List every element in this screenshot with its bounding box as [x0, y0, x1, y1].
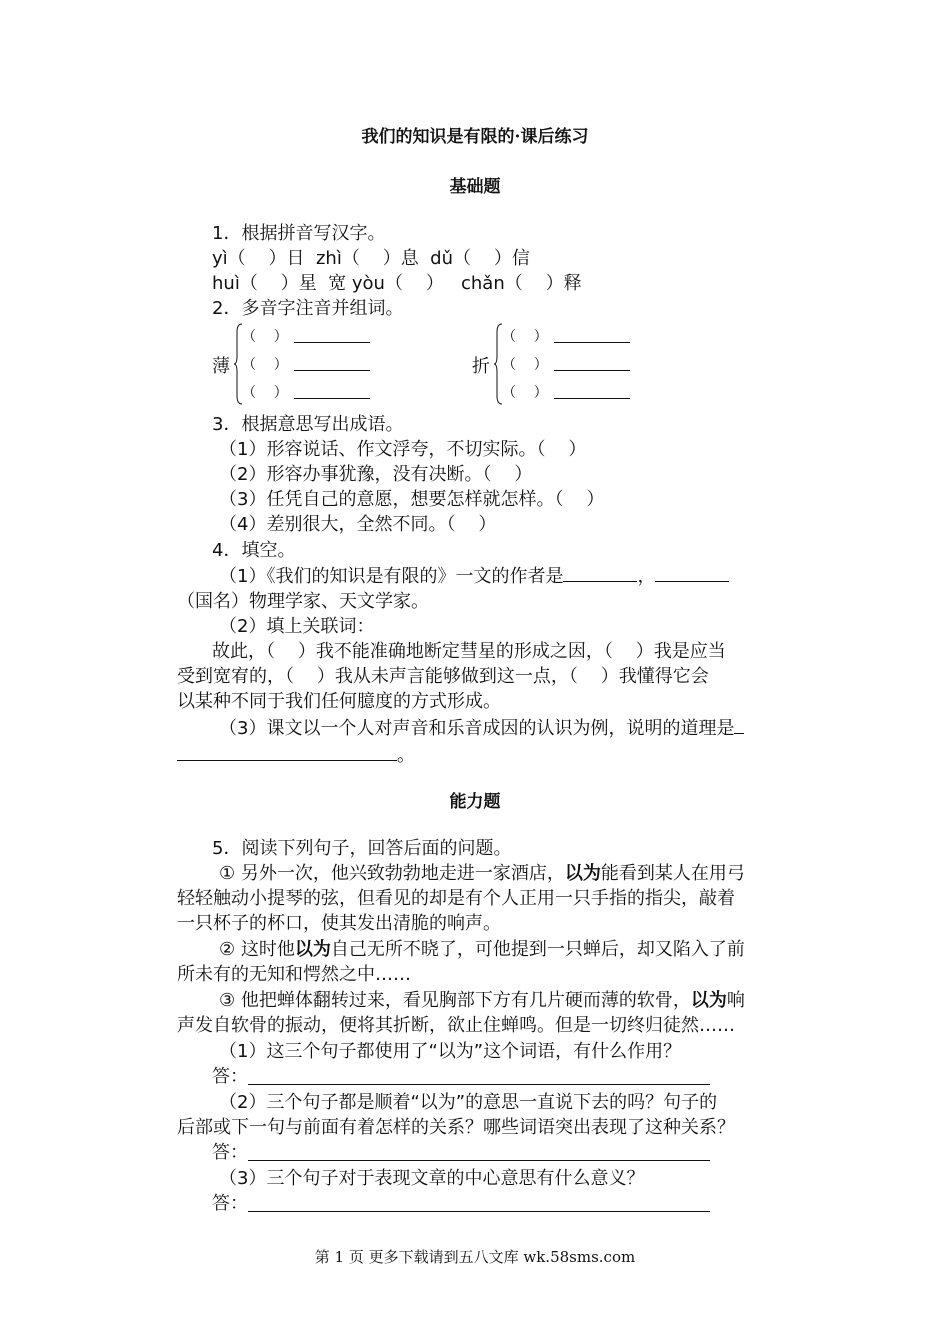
- pinyin-blank-row[interactable]: （ ）: [502, 326, 548, 346]
- q3-item: （2）形容办事犹豫，没有决断。（ ）: [219, 464, 533, 485]
- q1-row-1: yì（ ）日 zhì（ ）息 dǔ（ ）信: [212, 248, 530, 269]
- q1-heading: 1．根据拼音写汉字。: [212, 223, 386, 244]
- q5-sub-question-2-line1: （2）三个句子都是顺着“以为”的意思一直说下去的吗？句子的: [219, 1092, 718, 1113]
- polyphone-char: 折: [472, 356, 490, 377]
- sentence-2-line2: 所未有的无知和愕然之中……: [177, 964, 411, 985]
- pinyin-blank-row[interactable]: （ ）: [242, 354, 288, 374]
- q4-part1-line2: （国名）物理学家、天文学家。: [177, 591, 429, 612]
- q5-sub-question-1: （1）这三个句子都使用了“以为”这个词语，有什么作用？: [219, 1041, 682, 1062]
- q5-sub-question-3: （3）三个句子对于表现文章的中心意思有什么意义？: [219, 1168, 645, 1189]
- fill-blank[interactable]: [563, 580, 637, 582]
- section-heading-basic: 基础题: [449, 177, 501, 197]
- answer-label: 答：: [212, 1193, 248, 1214]
- q4-part2-line2: 受到宽宥的，（ ）我从未声言能够做到这一点，（ ）我懂得它会: [177, 666, 709, 687]
- polyphone-group-1: [212, 322, 452, 406]
- answer-label: 答：: [212, 1066, 248, 1087]
- q2-heading: 2．多音字注音并组词。: [212, 298, 404, 319]
- q3-item: （3）任凭自己的意愿，想要怎样就怎样。（ ）: [219, 489, 605, 510]
- q4-part2-line3: 以某种不同于我们任何臆度的方式形成。: [177, 691, 501, 712]
- fill-blank[interactable]: [177, 759, 397, 761]
- q5-heading: 5．阅读下列句子，回答后面的问题。: [212, 838, 512, 859]
- sentence-3-line2: 声发自软骨的振动，便将其折断，欲止住蝉鸣。但是一切终归徒然……: [177, 1015, 735, 1036]
- q4-part3-line1: （3）课文以一个人对声音和乐音成因的认识为例，说明的道理是: [219, 716, 744, 741]
- pinyin-blank-row[interactable]: （ ）: [502, 382, 548, 402]
- fill-blank[interactable]: [655, 580, 729, 582]
- q4-part2-line1: 故此，（ ）我不能准确地断定彗星的形成之因，（ ）我是应当: [212, 641, 726, 662]
- sentence-1-line2: 轻轻触动小提琴的弦，但看见的却是有个人正用一只手指的指尖，敲着: [177, 888, 735, 909]
- q3-item: （1）形容说话、作文浮夸，不切实际。（ ）: [219, 439, 587, 460]
- page-footer: 第 1 页 更多下载请到五八文库 wk.58sms.com: [314, 1248, 636, 1266]
- pinyin-blank-row[interactable]: （ ）: [242, 326, 288, 346]
- q3-item: （4）差别很大，全然不同。（ ）: [219, 514, 497, 535]
- q4-part2-heading: （2）填上关联词：: [219, 616, 375, 637]
- sentence-3-line1: ③ 他把蝉体翻转过来，看见胸部下方有几片硬而薄的软骨，以为响: [219, 990, 745, 1011]
- pinyin-blank-row[interactable]: （ ）: [242, 382, 288, 402]
- section-heading-ability: 能力题: [449, 792, 501, 812]
- polyphone-char: 薄: [212, 356, 230, 377]
- sentence-1-line1: ① 另外一次，他兴致勃勃地走进一家酒店，以为能看到某人在用弓: [219, 863, 745, 884]
- answer-line[interactable]: [248, 1211, 710, 1212]
- q4-heading: 4．填空。: [212, 540, 296, 561]
- q5-sub-question-2-line2: 后部或下一句与前面有着怎样的关系？哪些词语突出表现了这种关系？: [177, 1117, 735, 1138]
- answer-line[interactable]: [248, 1160, 710, 1161]
- q4-part3-line2: 。: [177, 743, 415, 768]
- polyphone-group-2: [472, 322, 712, 406]
- answer-label: 答：: [212, 1142, 248, 1163]
- answer-line[interactable]: [248, 1084, 710, 1085]
- page-title: 我们的知识是有限的·课后练习: [361, 127, 589, 147]
- pinyin-blank-row[interactable]: （ ）: [502, 354, 548, 374]
- q1-row-2: huì（ ）星 宽 yòu（ ） chǎn（ ）释: [212, 273, 582, 294]
- q3-heading: 3．根据意思写出成语。: [212, 414, 404, 435]
- sentence-2-line1: ② 这时他以为自己无所不晓了，可他提到一只蝉后，却又陷入了前: [219, 939, 745, 960]
- q4-part1-line1: （1）《我们的知识是有限的》一文的作者是 ，: [219, 564, 729, 589]
- sentence-1-line3: 一只杯子的杯口，使其发出清脆的响声。: [177, 913, 501, 934]
- fill-blank[interactable]: [734, 732, 744, 734]
